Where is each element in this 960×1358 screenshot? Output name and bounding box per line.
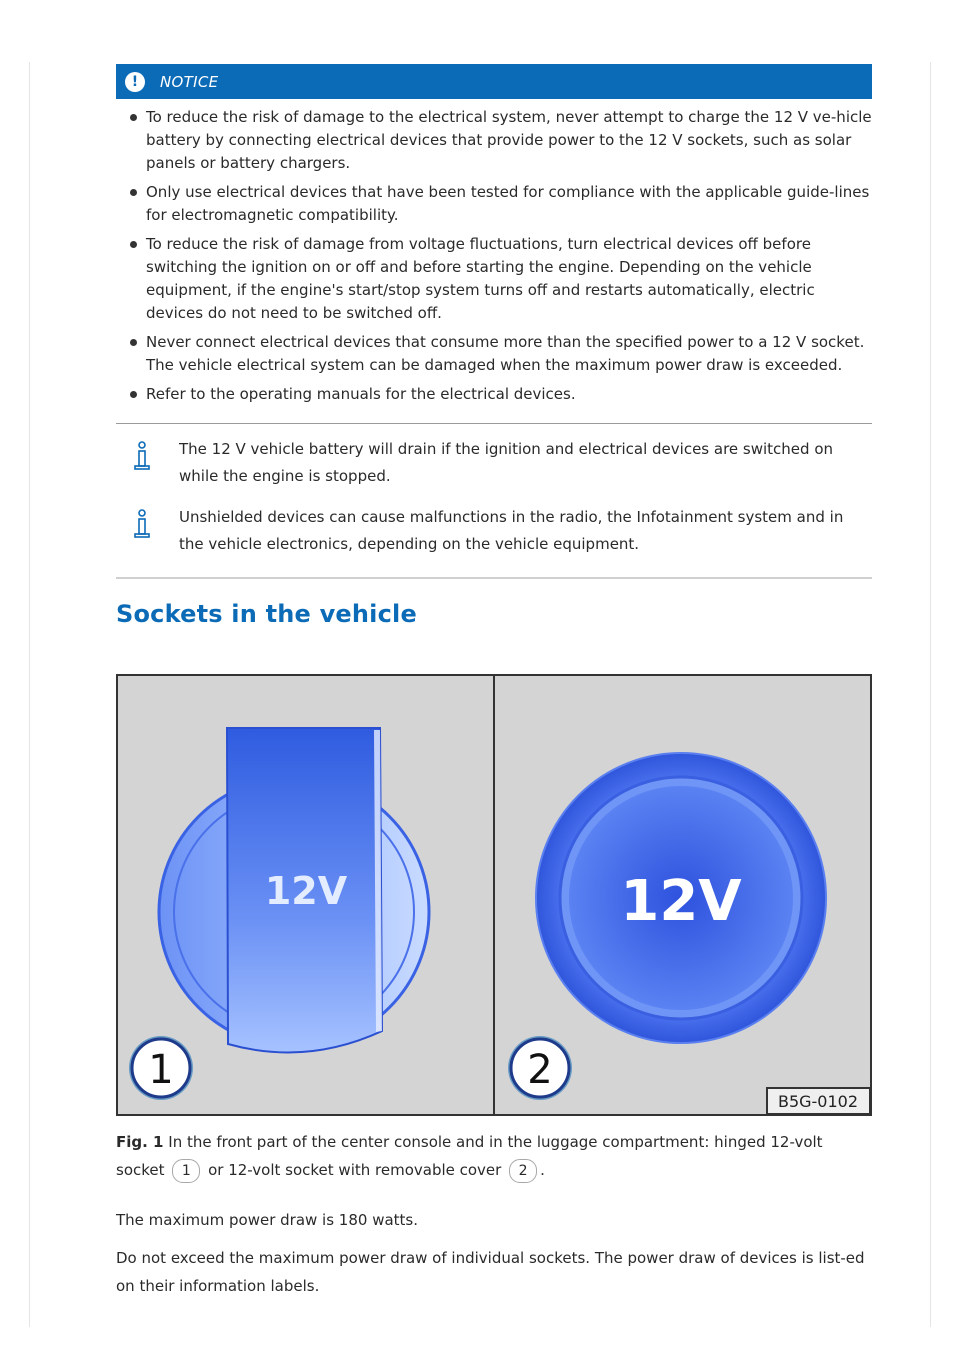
- socket-label-1: 12V: [264, 869, 348, 913]
- info-icon: [132, 509, 152, 539]
- notice-item: Refer to the operating manuals for the electrical devices.: [116, 383, 872, 406]
- socket-label-2: 12V: [620, 869, 742, 934]
- reference-badge-2: 2: [509, 1159, 537, 1183]
- reference-badge-1: 1: [172, 1159, 200, 1183]
- body-paragraph: Do not exceed the maximum power draw of individual sockets. The power draw of devices is list-ed on their information labels.: [116, 1249, 865, 1295]
- page-margin-right: [930, 62, 931, 1327]
- section-heading: Sockets in the vehicle: [116, 600, 417, 628]
- notice-title: NOTICE: [160, 72, 219, 91]
- callout-1: [129, 1036, 193, 1100]
- callout-2-number: 2: [527, 1047, 553, 1093]
- figure-caption: [116, 1128, 872, 1184]
- figure-code: B5G-0102: [777, 1092, 859, 1111]
- section-divider: [116, 577, 872, 579]
- callout-2: [508, 1036, 572, 1100]
- notice-item: To reduce the risk of damage to the electrical system, never attempt to charge the 12 V ve-hicle battery by connecting electrical devices that provide power to the 12 V sockets, such as solar panels or battery chargers.: [116, 106, 872, 175]
- sockets-figure: [116, 674, 872, 1116]
- notice-divider: [116, 423, 872, 424]
- info-note-text: The 12 V vehicle battery will drain if the ignition and electrical devices are switched on while the engine is stopped.: [179, 440, 834, 485]
- body-paragraph: The maximum power draw is 180 watts.: [116, 1211, 419, 1229]
- info-icon: [132, 441, 152, 471]
- caption-text: .: [540, 1161, 545, 1179]
- info-note-text: Unshielded devices can cause malfunctions in the radio, the Infotainment system and in the vehicle electronics, depending on the vehicle equipment.: [179, 508, 844, 553]
- page-margin-left: [29, 62, 30, 1327]
- caption-text: or 12-volt socket with removable cover: [208, 1161, 502, 1179]
- callout-1-number: 1: [148, 1047, 174, 1093]
- info-note: [116, 504, 872, 558]
- covered-socket-illustration: [536, 753, 826, 1043]
- info-note: [116, 436, 872, 490]
- exclamation-icon: !: [125, 72, 145, 92]
- notice-list: [116, 106, 872, 412]
- notice-item: To reduce the risk of damage from voltage fluctuations, turn electrical devices off before switching the ignition on or off and before starting the engine. Depending on the vehicle equipment, if the engine's start/stop system turns off and restarts automatically, electric devices do not need to be switched off.: [116, 233, 872, 325]
- figure-label: Fig. 1: [116, 1133, 164, 1151]
- notice-header: [116, 64, 872, 99]
- notice-item: Only use electrical devices that have been tested for compliance with the applicable guide-lines for electromagnetic compatibility.: [116, 181, 872, 227]
- caption-text: In the front part of the center console and in the luggage compartment: hinged 12-volt socket: [116, 1133, 823, 1179]
- figure-code-tag: [767, 1088, 870, 1114]
- notice-item: Never connect electrical devices that consume more than the specified power to a 12 V socket. The vehicle electrical system can be damaged when the maximum power draw is exceeded.: [116, 331, 872, 377]
